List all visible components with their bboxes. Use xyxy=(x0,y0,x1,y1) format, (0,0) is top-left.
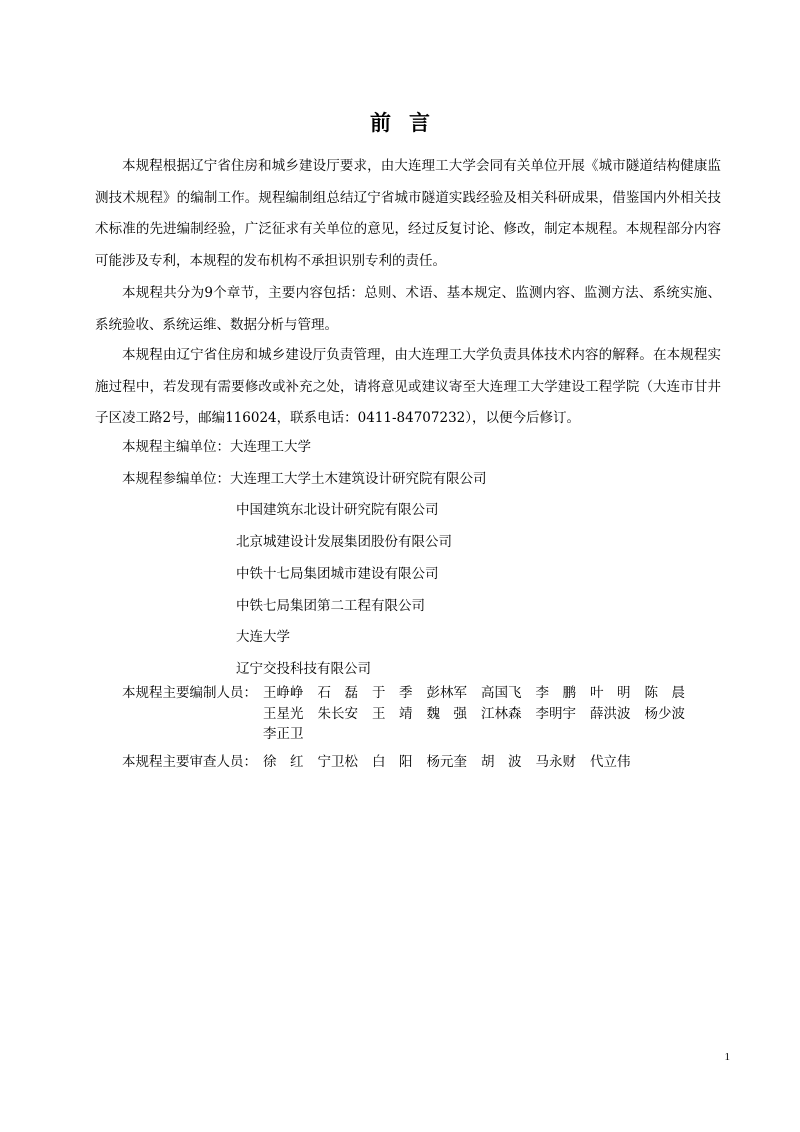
reviewer-name: 马永财 xyxy=(535,754,576,770)
participant-item: 大连大学 xyxy=(236,629,290,645)
participants-label: 本规程参编单位： xyxy=(122,471,230,487)
participant-item: 大连理工大学土木建筑设计研究院有限公司 xyxy=(230,471,487,487)
paragraph-management: 本规程由辽宁省住房和城乡建设厅负责管理，由大连理工大学负责具体技术内容的解释。在本规程实施过程中，若发现有需要修改或补充之处，请将意见或建议寄至大连理工大学建设工程学院（大连市甘井子区凌工路2号，邮编116024，联系电话：0411-84707232），以便今后修订。 xyxy=(95,347,721,426)
participant-item: 北京城建设计发展集团股份有限公司 xyxy=(236,534,452,550)
page-title: 前言 xyxy=(370,110,448,135)
drafter-name: 叶 明 xyxy=(590,685,631,701)
chief-editor-value: 大连理工大学 xyxy=(230,439,311,455)
drafter-name: 薛洪波 xyxy=(590,706,631,722)
drafter-name: 陈 晨 xyxy=(644,685,685,701)
reviewers-label: 本规程主要审查人员： xyxy=(122,754,257,770)
reviewer-name: 代立伟 xyxy=(590,754,631,770)
drafter-name: 石 磊 xyxy=(317,685,358,701)
reviewer-name: 杨元奎 xyxy=(426,754,467,770)
drafters-row xyxy=(263,683,699,703)
reviewer-name: 胡 波 xyxy=(481,754,522,770)
chief-editor-label: 本规程主编单位： xyxy=(122,439,230,455)
reviewer-name: 宁卫松 xyxy=(317,754,358,770)
reviewers-row xyxy=(263,752,645,772)
drafters-label: 本规程主要编制人员： xyxy=(122,685,257,701)
drafter-name: 于 季 xyxy=(372,685,413,701)
participant-item: 中国建筑东北设计研究院有限公司 xyxy=(236,502,439,518)
drafter-name: 李明宇 xyxy=(535,706,576,722)
drafters-row xyxy=(263,704,699,724)
participant-item: 辽宁交投科技有限公司 xyxy=(236,661,371,677)
paragraph-preparation: 本规程根据辽宁省住房和城乡建设厅要求，由大连理工大学会同有关单位开展《城市隧道结构健康监测技术规程》的编制工作。规程编制组总结辽宁省城市隧道实践经验及相关科研成果，借鉴国内外相关技术标准的先进编制经验，广泛征求有关单位的意见，经过反复讨论、修改，制定本规程。本规程部分内容可能涉及专利，本规程的发布机构不承担识别专利的责任。 xyxy=(95,158,721,269)
drafters-row xyxy=(263,724,318,744)
reviewer-name: 徐 红 xyxy=(263,754,304,770)
chief-editor-line xyxy=(122,437,311,457)
drafter-name: 王峥峥 xyxy=(263,685,304,701)
drafter-name: 李正卫 xyxy=(263,726,304,742)
drafter-name: 王 靖 xyxy=(372,706,413,722)
drafter-name: 李 鹏 xyxy=(535,685,576,701)
drafter-name: 王星光 xyxy=(263,706,304,722)
participant-item: 中铁七局集团第二工程有限公司 xyxy=(236,598,425,614)
participant-item: 中铁十七局集团城市建设有限公司 xyxy=(236,566,439,582)
drafter-name: 朱长安 xyxy=(317,706,358,722)
drafter-name: 高国飞 xyxy=(481,685,522,701)
drafter-name: 彭林军 xyxy=(426,685,467,701)
participants-line xyxy=(122,469,487,489)
drafter-name: 江林森 xyxy=(481,706,522,722)
drafter-name: 魏 强 xyxy=(426,706,467,722)
page-number: 1 xyxy=(724,1051,730,1063)
drafter-name: 杨少波 xyxy=(644,706,685,722)
reviewer-name: 白 阳 xyxy=(372,754,413,770)
paragraph-contents: 本规程共分为9个章节，主要内容包括：总则、术语、基本规定、监测内容、监测方法、系统实施、系统验收、系统运维、数据分析与管理。 xyxy=(95,285,721,333)
